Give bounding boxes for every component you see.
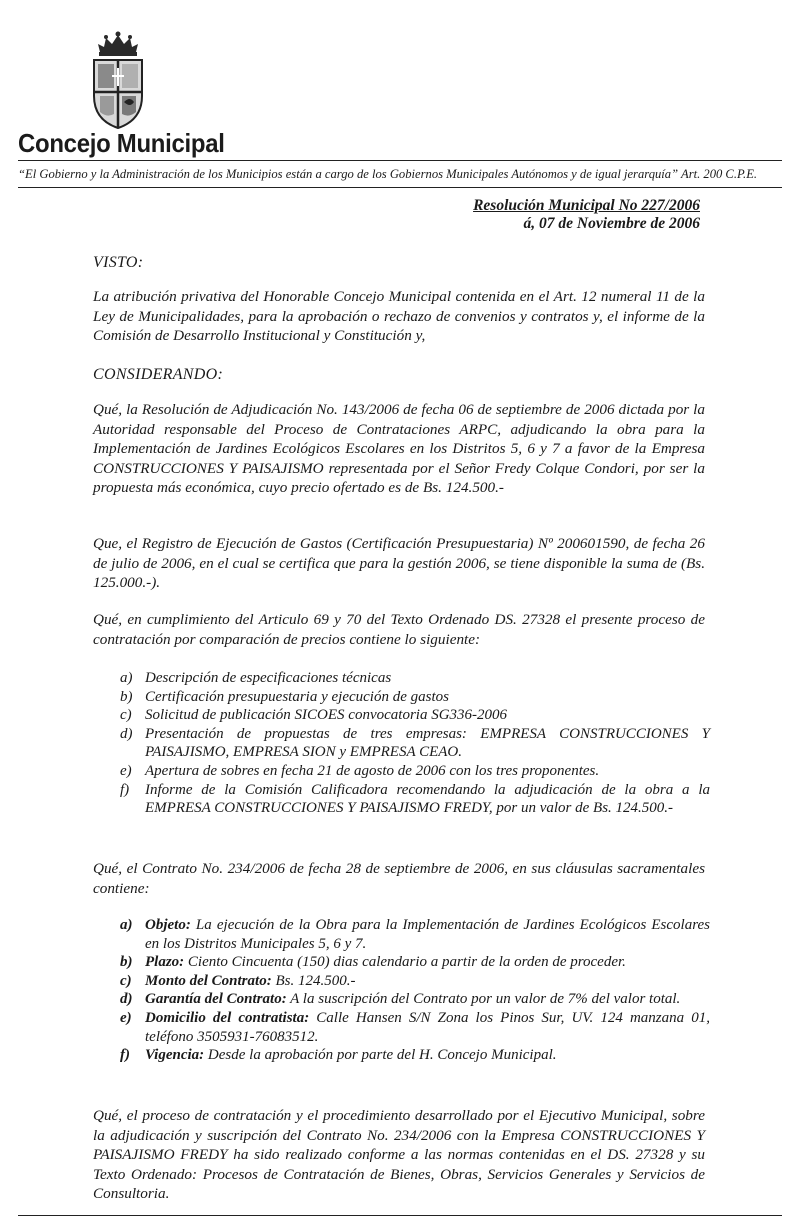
footer-divider <box>18 1215 782 1216</box>
clause-label: Plazo: <box>145 954 185 971</box>
list-marker: e) <box>120 762 132 779</box>
resolution-title: Resolución Municipal No 227/2006 <box>473 197 700 214</box>
list-item <box>120 688 710 707</box>
contract-clauses-list <box>120 916 710 1065</box>
header-divider <box>18 160 782 161</box>
list-item-text: Apertura de sobres en fecha 21 de agosto de 2006 con los tres proponentes. <box>145 762 600 779</box>
list-item <box>120 916 710 953</box>
motto-divider <box>18 187 782 188</box>
list-item-text: Presentación de propuestas de tres empresas: EMPRESA CONSTRUCCIONES Y PAISAJISMO, EMPRESA SION y EMPRESA CEAO. <box>145 725 710 761</box>
visto-paragraph: La atribución privativa del Honorable Concejo Municipal contenida en el Art. 12 numeral 11 de la Ley de Municipalidades, para la aprobación o rechazo de convenios y contratos y, el informe de la Comisión de Desarrollo Institucional y Constitución y, <box>93 288 705 345</box>
list-item <box>120 1009 710 1046</box>
clause-label: Garantía del Contrato: <box>145 991 287 1008</box>
list-marker: d) <box>120 991 133 1008</box>
list-item <box>120 762 710 781</box>
clause-text: Calle Hansen S/N Zona los Pinos Sur, UV. 124 manzana 01, teléfono 3505931-76083512. <box>145 1009 710 1045</box>
list-marker: a) <box>120 670 133 686</box>
list-item <box>120 781 710 818</box>
list-item-text: Solicitud de publicación SICOES convocatoria SG336-2006 <box>145 707 508 724</box>
list-marker: d) <box>120 725 133 742</box>
considerando-paragraph-1: Qué, la Resolución de Adjudicación No. 143/2006 de fecha 06 de septiembre de 2006 dictada por la Autoridad responsable del Proceso de Contrataciones ARPC, adjudicando la obra para la Implementación de Jardines Ecológicos Escolares en los Distritos 5, 6 y 7 a favor de la Empresa CONSTRUCCIONES Y PAISAJISMO representada por el Señor Fredy Colque Condori, por ser la propuesta más económica, cuyo precio ofertado es de Bs. 124.500.- <box>93 401 705 497</box>
list-marker: e) <box>120 1009 132 1026</box>
requirements-list <box>120 669 710 818</box>
considerando-paragraph-2: Que, el Registro de Ejecución de Gastos (Certificación Presupuestaria) Nº 200601590, de fecha 26 de julio de 2006, en el cual se certifica que para la gestión 2006, se tiene disponible la suma de (Bs. 125.000.-). <box>93 535 705 592</box>
list-marker: c) <box>120 707 132 724</box>
organization-name: Concejo Municipal <box>18 128 225 158</box>
list-marker: b) <box>120 688 133 705</box>
clause-label: Objeto: <box>145 917 191 933</box>
clause-text: Ciento Cincuenta (150) dias calendario a partir de la orden de proceder. <box>184 954 626 971</box>
clause-text: Desde la aprobación por parte del H. Concejo Municipal. <box>204 1047 557 1064</box>
clause-label: Vigencia: <box>145 1047 205 1064</box>
list-marker: f) <box>120 781 130 798</box>
header-motto: “El Gobierno y la Administración de los Municipios están a cargo de los Gobiernos Municipales Autónomos y de igual jerarquía” Art. 200 C.P.E. <box>18 167 758 181</box>
list-item-text: Informe de la Comisión Calificadora recomendando la adjudicación de la obra a la EMPRESA CONSTRUCCIONES Y PAISAJISMO FREDY, por un valor de Bs. 124.500.- <box>145 781 710 817</box>
clause-label: Monto del Contrato: <box>145 972 272 989</box>
list-item <box>120 953 710 972</box>
clause-label: Domicilio del contratista: <box>145 1009 310 1026</box>
considerando-paragraph-4: Qué, el Contrato No. 234/2006 de fecha 28 de septiembre de 2006, en sus cláusulas sacramentales contiene: <box>93 860 705 897</box>
visto-heading: VISTO: <box>93 254 144 271</box>
list-item <box>120 725 710 762</box>
list-item <box>120 706 710 725</box>
resolution-date: á, 07 de Noviembre de 2006 <box>523 215 700 232</box>
coat-of-arms-logo <box>86 30 150 130</box>
list-item-text: Descripción de especificaciones técnicas <box>145 670 392 686</box>
list-marker: c) <box>120 972 132 989</box>
clause-text: Bs. 124.500.- <box>271 972 356 989</box>
list-item <box>120 1046 710 1065</box>
considerando-paragraph-3: Qué, en cumplimiento del Articulo 69 y 70 del Texto Ordenado DS. 27328 el presente proceso de contratación por comparación de precios contiene lo siguiente: <box>93 611 705 648</box>
clause-text: A la suscripción del Contrato por un valor de 7% del valor total. <box>286 991 681 1008</box>
considerando-paragraph-5: Qué, el proceso de contratación y el procedimiento desarrollado por el Ejecutivo Municipal, sobre la adjudicación y suscripción del Contrato No. 234/2006 con la Empresa CONSTRUCCIONES Y PAISAJISMO FREDY ha sido realizado conforme a las normas contenidas en el DS. 27328 y su Texto Ordenado: Procesos de Contratación de Bienes, Obras, Servicios Generales y Servicios de Consultoria. <box>93 1107 705 1203</box>
list-item <box>120 990 710 1009</box>
list-item <box>120 669 710 688</box>
clause-text: La ejecución de la Obra para la Implementación de Jardines Ecológicos Escolares en los Distritos Municipales 5, 6 y 7. <box>145 917 710 952</box>
list-item-text: Certificación presupuestaria y ejecución de gastos <box>145 688 449 705</box>
list-marker: a) <box>120 917 133 933</box>
list-marker: b) <box>120 954 133 971</box>
considerando-heading: CONSIDERANDO: <box>93 366 224 383</box>
list-item <box>120 972 710 991</box>
list-marker: f) <box>120 1047 130 1064</box>
